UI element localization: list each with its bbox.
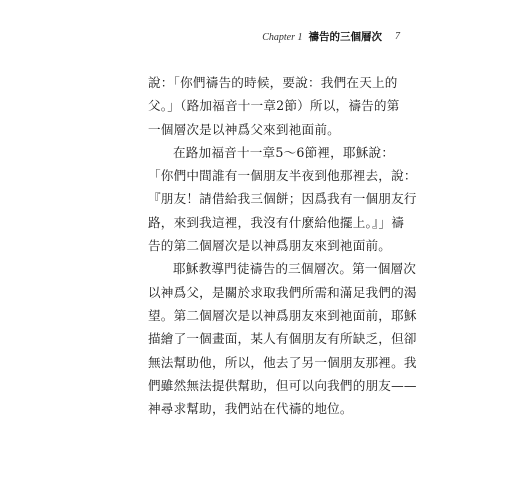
text-line: 說：「你們禱告的時候，要說：我們在天上的 <box>148 75 398 90</box>
text-line: 們雖然無法提供幫助，但可以向我們的朋友—— <box>148 377 417 393</box>
paragraph-2 <box>148 141 417 257</box>
text-line: 「你們中間誰有一個朋友半夜到他那裡去，說： <box>148 168 417 184</box>
text-line: 耶穌教導門徒禱告的三個層次。第一個層次 <box>173 261 417 277</box>
text-line: 望。第二個層次是以神爲朋友來到祂面前，耶穌 <box>148 307 417 323</box>
text-line: 描繪了一個畫面，某人有個朋友有所缺乏，但卻 <box>148 331 417 347</box>
paragraph-1 <box>148 71 400 141</box>
text-line: 無法幫助他，所以，他去了另一個朋友那裡。我 <box>148 354 417 370</box>
running-header <box>262 30 400 45</box>
text-line: 神尋求幫助，我們站在代禱的地位。 <box>148 401 353 417</box>
text-line: 路，來到我這裡，我沒有什麼給他擺上。』」禱 <box>148 214 405 230</box>
text-line: 以神爲父，是關於求取我們所需和滿足我們的渴 <box>148 284 417 300</box>
paragraph-3 <box>148 257 417 420</box>
text-line: 在路加福音十一章5～6節裡，耶穌說： <box>173 144 395 160</box>
body-text <box>148 71 417 420</box>
text-line: 『朋友！請借給我三個餅；因爲我有一個朋友行 <box>148 191 417 207</box>
text-line: 一個層次是以神爲父來到祂面前。 <box>148 121 340 137</box>
section-title: 禱告的三個層次 <box>308 31 382 43</box>
text-line: 父。」（路加福音十一章2節）所以，禱告的第 <box>148 98 400 114</box>
chapter-label: Chapter 1 <box>262 32 303 43</box>
page-number: 7 <box>395 31 400 42</box>
text-line: 告的第二個層次是以神爲朋友來到祂面前。 <box>148 238 392 254</box>
